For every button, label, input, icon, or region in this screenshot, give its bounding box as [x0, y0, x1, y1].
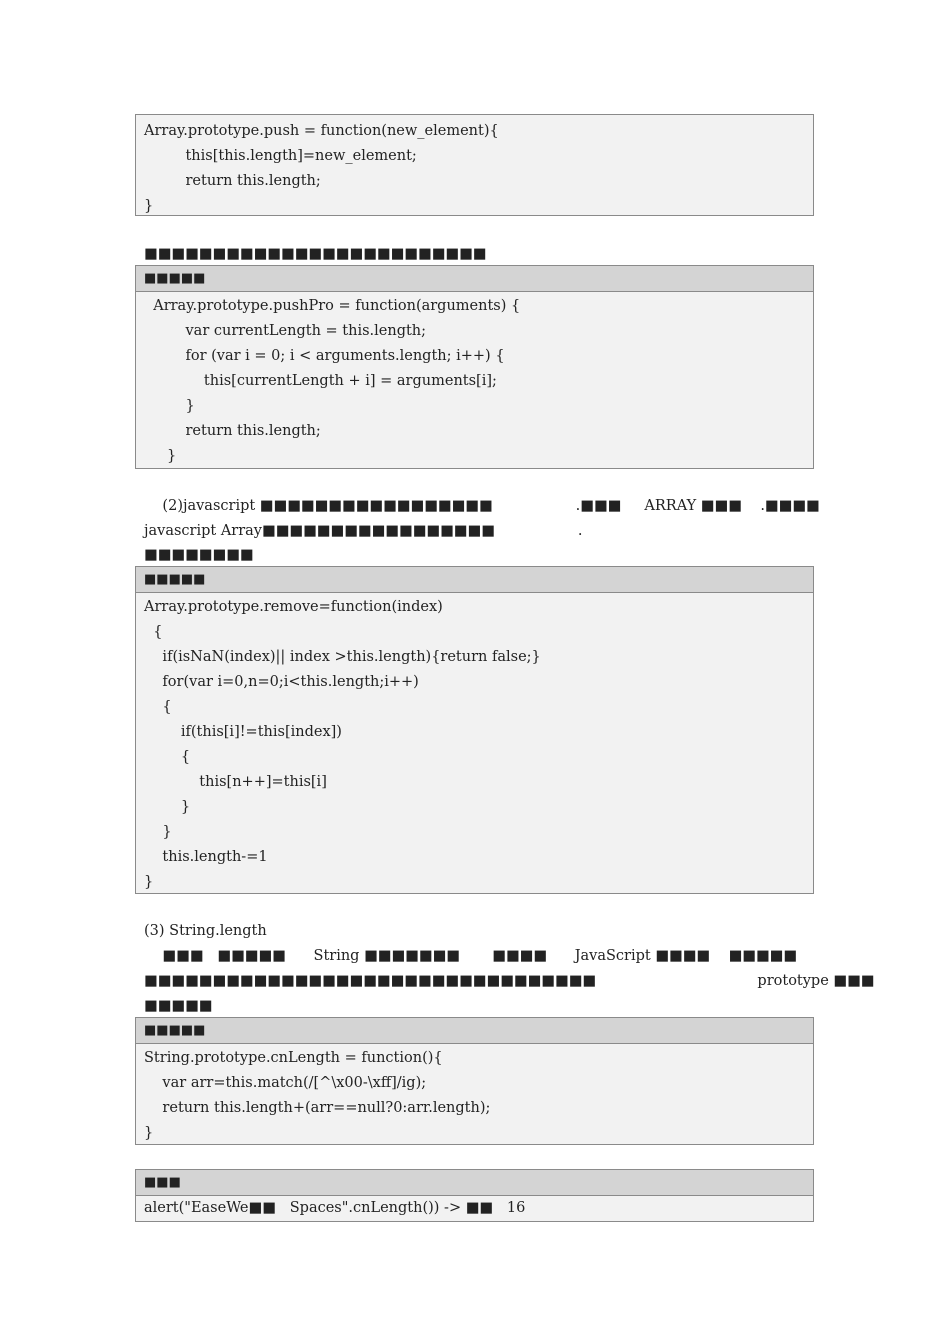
code-line: for(var i=0,n=0;i<this.length;i++)	[144, 674, 419, 690]
code-line: alert("EaseWe■■ Spaces".cnLength()) -> ■■ 16	[144, 1200, 526, 1216]
code-line: if(this[i]!=this[index])	[144, 724, 342, 740]
code-block-push	[135, 114, 814, 216]
code-line: {	[144, 624, 163, 640]
code-line: Array.prototype.pushPro = function(arguments) {	[144, 298, 521, 314]
code-line: var arr=this.match(/[^\x00-\xff]/ig);	[144, 1075, 427, 1091]
code-block-pushpro	[135, 265, 814, 469]
paragraph-line: ■■■■■■■■	[144, 547, 254, 563]
paragraph-line: ■■■ ■■■■■ String ■■■■■■■ ■■■■ JavaScript ■■■■ ■■■■■	[144, 948, 798, 964]
code-line: }	[144, 874, 154, 890]
code-line: return this.length+(arr==null?0:arr.length);	[144, 1100, 491, 1116]
code-block-example	[135, 1169, 814, 1222]
code-block-header: ■■■■■	[136, 266, 813, 292]
code-body	[136, 593, 813, 899]
code-block-cnlength	[135, 1017, 814, 1145]
code-line: {	[144, 749, 191, 765]
paragraph-line: (3) String.length	[144, 923, 267, 939]
code-line: for (var i = 0; i < arguments.length; i++) {	[144, 348, 505, 364]
code-line: }	[144, 198, 154, 214]
code-line: return this.length;	[144, 423, 321, 439]
code-line: this.length-=1	[144, 849, 268, 865]
code-body	[136, 115, 813, 223]
code-line: this[this.length]=new_element;	[144, 148, 417, 164]
paragraph-line: javascript Array■■■■■■■■■■■■■■■■■ .	[144, 523, 583, 539]
code-block-remove	[135, 566, 814, 894]
code-line: Array.prototype.remove=function(index)	[144, 599, 443, 615]
code-line: String.prototype.cnLength = function(){	[144, 1050, 443, 1066]
code-block-header: ■■■■■	[136, 1018, 813, 1044]
code-body	[136, 1196, 813, 1225]
code-line: return this.length;	[144, 173, 321, 189]
paragraph-text: ■■■■■■■■■■■■■■■■■■■■■■■■■	[144, 246, 487, 262]
code-line: }	[144, 398, 195, 414]
code-line: {	[144, 699, 172, 715]
code-line: var currentLength = this.length;	[144, 323, 427, 339]
code-line: this[n++]=this[i]	[144, 774, 327, 790]
code-body	[136, 1044, 813, 1150]
paragraph-line: (2)javascript ■■■■■■■■■■■■■■■■■ .■■■ ARRAY ■■■ .■■■■	[144, 498, 820, 514]
code-line: }	[144, 799, 191, 815]
paragraph-line: ■■■■■■■■■■■■■■■■■■■■■■■■■■■■■■■■■ prototype ■■■	[144, 973, 875, 989]
code-line: if(isNaN(index)|| index >this.length){return false;}	[144, 649, 541, 665]
code-block-header: ■■■■■	[136, 567, 813, 593]
code-line: Array.prototype.push = function(new_element){	[144, 123, 499, 139]
code-block-header: ■■■	[136, 1170, 813, 1196]
code-line: }	[144, 448, 177, 464]
code-line: this[currentLength + i] = arguments[i];	[144, 373, 497, 389]
code-body	[136, 292, 813, 473]
code-line: }	[144, 1125, 154, 1141]
paragraph-line: ■■■■■	[144, 998, 213, 1014]
code-line: }	[144, 824, 172, 840]
